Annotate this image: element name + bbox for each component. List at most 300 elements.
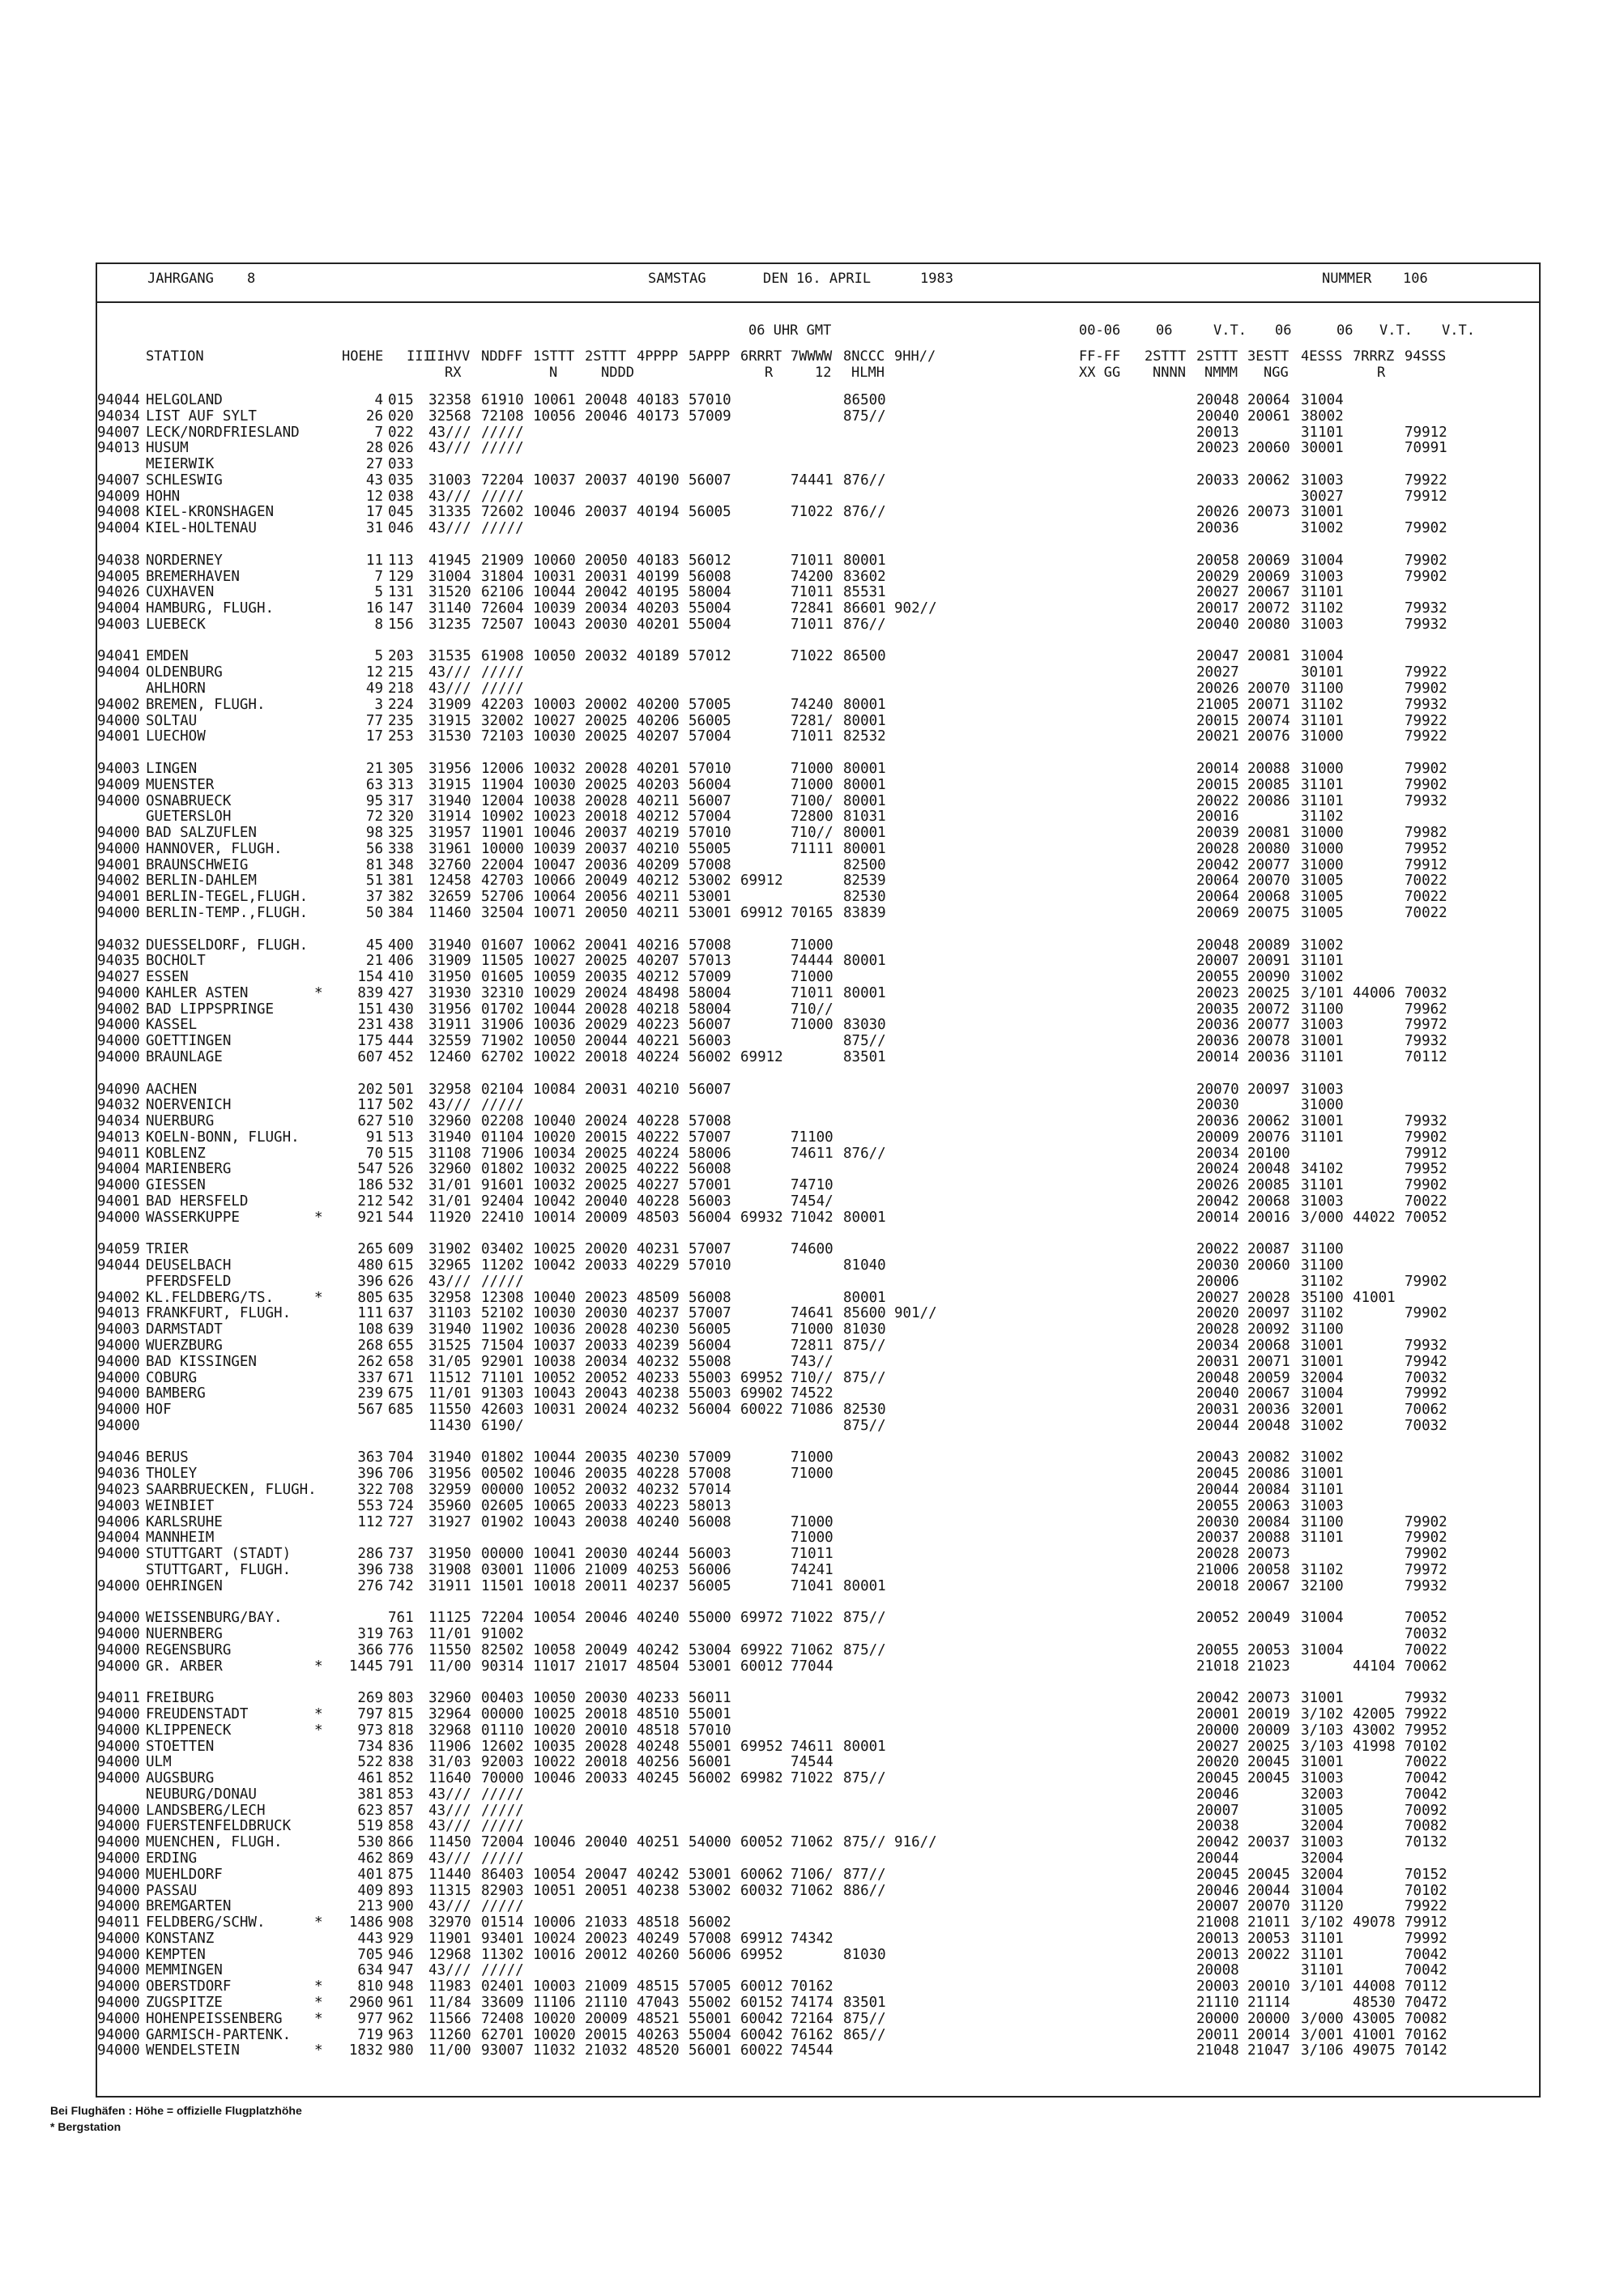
- station-name: GARMISCH-PARTENK.: [146, 2026, 292, 2043]
- group-5appp: 57004: [688, 728, 731, 745]
- hoehe: 17: [365, 504, 383, 521]
- station-row: [97, 1466, 1542, 1482]
- station-name: PASSAU: [146, 1882, 198, 1899]
- group-2sttt: 20028: [585, 1738, 628, 1755]
- hoehe: 12: [365, 488, 383, 505]
- vt-2sttt-b: 20088: [1247, 1530, 1290, 1547]
- s4-header: 4PPPP: [637, 348, 679, 365]
- group-2sttt: 20030: [585, 1690, 628, 1707]
- station-row: [97, 841, 1542, 857]
- iihvv: 11450: [428, 1834, 471, 1851]
- station-row: [97, 713, 1542, 729]
- iihvv: 31956: [428, 760, 471, 777]
- iihvv: 32959: [428, 1482, 471, 1499]
- station-name: LUEBECK: [146, 616, 206, 633]
- nddff: 01902: [481, 1513, 524, 1530]
- footnote-airports: Bei Flughäfen : Höhe = offizielle Flugplatzhöhe: [50, 2104, 302, 2117]
- vt-2sttt-a: 20055: [1196, 1497, 1239, 1514]
- col-r1-3: 06: [1275, 322, 1292, 339]
- station-row: [97, 489, 1542, 505]
- vt-2sttt-a: 20006: [1196, 1273, 1239, 1290]
- nddff: 91601: [481, 1177, 524, 1194]
- station-id: 513: [388, 1129, 414, 1146]
- station-row: [97, 1274, 1542, 1290]
- group-4pppp: 40231: [637, 1241, 680, 1258]
- vt-2sttt-a: 20033: [1196, 472, 1239, 489]
- group-7wwww: 74241: [791, 1561, 833, 1578]
- group-8nccc: 82539: [843, 873, 886, 890]
- group-6rrrt: 60012: [740, 1658, 783, 1675]
- group-7wwww: 71062: [791, 1882, 833, 1899]
- group-5appp: 55002: [688, 1995, 731, 2011]
- group-1sttt: 10003: [533, 1978, 576, 1995]
- hoehe: 286: [357, 1546, 383, 1563]
- vt-2sttt-a: 20036: [1196, 1113, 1239, 1130]
- group-1sttt: 10042: [533, 1257, 576, 1274]
- station-row: [97, 1883, 1542, 1899]
- group-4pppp: 40223: [637, 1497, 680, 1514]
- station-name: HANNOVER, FLUGH.: [146, 840, 283, 857]
- hoehe: 98: [365, 825, 383, 842]
- vt-2sttt-a: 20017: [1196, 600, 1239, 617]
- vt-7rrrz: 79902: [1405, 568, 1447, 585]
- iihvv: 43///: [428, 424, 471, 441]
- v2-header: [1145, 348, 1186, 381]
- vt-4esss: 43002: [1353, 1722, 1396, 1739]
- station-row: [97, 1033, 1542, 1049]
- hoehe: 202: [357, 1081, 383, 1098]
- group-1sttt: 10027: [533, 712, 576, 729]
- group-7wwww: 71000: [791, 1466, 833, 1483]
- group-6rrrt: 60022: [740, 2042, 783, 2059]
- vt-2sttt-b: 20085: [1247, 776, 1290, 793]
- group-7wwww: 77044: [791, 1658, 833, 1675]
- iihvv: 11/00: [428, 2042, 471, 2059]
- s2-header: [585, 348, 634, 381]
- vt-3estt: 31004: [1301, 1641, 1344, 1658]
- group-4pppp: 40183: [637, 552, 680, 569]
- hoehe: 409: [357, 1882, 383, 1899]
- hoehe: 186: [357, 1177, 383, 1194]
- group-6rrrt: 60042: [740, 2010, 783, 2027]
- station-name: COBURG: [146, 1369, 198, 1386]
- station-id: 761: [388, 1610, 414, 1627]
- nddff: 00000: [481, 1546, 524, 1563]
- group-6rrrt: 69922: [740, 1641, 783, 1658]
- station-id: 961: [388, 1995, 414, 2011]
- vt-94sss: 94000: [97, 1209, 140, 1226]
- station-name: OEHRINGEN: [146, 1577, 223, 1594]
- group-2sttt: 20024: [585, 1113, 628, 1130]
- vt-2sttt-b: 20028: [1247, 1289, 1290, 1306]
- vt-2sttt-b: 20080: [1247, 840, 1290, 857]
- vt-7rrrz: 70032: [1405, 1626, 1447, 1643]
- group-1sttt: 10046: [533, 1770, 576, 1787]
- nddff: 82502: [481, 1641, 524, 1658]
- station-row: [97, 1578, 1542, 1594]
- group-1sttt: 10031: [533, 568, 576, 585]
- group-8nccc: 875//: [843, 1770, 886, 1787]
- group-8nccc: 80001: [843, 696, 886, 713]
- group-5appp: 53004: [688, 1641, 731, 1658]
- nddff: 01702: [481, 1001, 524, 1018]
- iihvv: 32964: [428, 1705, 471, 1722]
- group-5appp: 57008: [688, 1113, 731, 1130]
- station-name: KOBLENZ: [146, 1145, 206, 1162]
- group-2sttt: 20056: [585, 889, 628, 906]
- vt-2sttt-b: 20091: [1247, 953, 1290, 970]
- v3-label: 2STTT: [1196, 348, 1238, 365]
- vt-7rrrz: 70472: [1405, 1995, 1447, 2011]
- station-row: [97, 1658, 1542, 1675]
- s7-sub: 12: [815, 365, 832, 381]
- station-name: ZUGSPITZE: [146, 1995, 223, 2011]
- station-name: GR. ARBER: [146, 1658, 223, 1675]
- vt-7rrrz: 79902: [1405, 760, 1447, 777]
- group-6rrrt: 60062: [740, 1866, 783, 1883]
- vt-2sttt-a: 20046: [1196, 1882, 1239, 1899]
- nddff: 01514: [481, 1914, 524, 1931]
- iihvv: 43///: [428, 681, 471, 698]
- station-row: [97, 1914, 1542, 1931]
- group-6rrrt: 69912: [740, 1048, 783, 1065]
- group-7wwww: 74611: [791, 1738, 833, 1755]
- vt-3estt: 31002: [1301, 1417, 1344, 1434]
- hoehe: 547: [357, 1161, 383, 1178]
- hoehe: 8: [374, 616, 383, 633]
- group-5appp: 57010: [688, 1257, 731, 1274]
- vt-3estt: 31004: [1301, 1610, 1344, 1627]
- group-2sttt: 20035: [585, 1449, 628, 1466]
- group-4pppp: 40233: [637, 1369, 680, 1386]
- group-8nccc: 886//: [843, 1882, 886, 1899]
- station-id: 015: [388, 392, 414, 408]
- iihvv: 31914: [428, 809, 471, 826]
- group-1sttt: 10059: [533, 969, 576, 986]
- group-7wwww: 71011: [791, 584, 833, 601]
- group-5appp: 56005: [688, 1577, 731, 1594]
- group-7wwww: 743//: [791, 1353, 833, 1370]
- hoehe: 396: [357, 1273, 383, 1290]
- station-name: ERDING: [146, 1850, 198, 1867]
- station-row: [97, 905, 1542, 921]
- vt-3estt: 32001: [1301, 1402, 1344, 1419]
- vt-2sttt-a: 20026: [1196, 681, 1239, 698]
- iihvv: 11550: [428, 1402, 471, 1419]
- group-4pppp: 40232: [637, 1482, 680, 1499]
- hoehe: 366: [357, 1641, 383, 1658]
- station-name: MUENCHEN, FLUGH.: [146, 1834, 283, 1851]
- vt-94sss: 94036: [97, 1466, 140, 1483]
- vt-94sss: 94000: [97, 1369, 140, 1386]
- group-8nccc: 875//: [843, 1417, 886, 1434]
- iihvv: 31525: [428, 1338, 471, 1355]
- vt-3estt: 31102: [1301, 809, 1344, 826]
- hoehe: 213: [357, 1898, 383, 1915]
- iihvv: 35960: [428, 1497, 471, 1514]
- vt-7rrrz: 79932: [1405, 600, 1447, 617]
- group-7wwww: 74174: [791, 1995, 833, 2011]
- vt-2sttt-a: 20039: [1196, 825, 1239, 842]
- station-name: MUEHLDORF: [146, 1866, 223, 1883]
- nummer-value: 106: [1403, 271, 1428, 287]
- station-id: 501: [388, 1081, 414, 1098]
- group-9hh: 916//: [894, 1834, 937, 1851]
- group-5appp: 58013: [688, 1497, 731, 1514]
- nddff: 02208: [481, 1113, 524, 1130]
- vt-2sttt-a: 20037: [1196, 1530, 1239, 1547]
- group-7wwww: 71000: [791, 969, 833, 986]
- s6-header: [740, 348, 782, 381]
- iihvv: 43///: [428, 1850, 471, 1867]
- vt-2sttt-b: 20053: [1247, 1930, 1290, 1947]
- group-5appp: 57010: [688, 825, 731, 842]
- group-4pppp: 40200: [637, 696, 680, 713]
- vt-3estt: 31005: [1301, 1802, 1344, 1819]
- group-5appp: 56008: [688, 1513, 731, 1530]
- group-4pppp: 40219: [637, 825, 680, 842]
- nddff: 32002: [481, 712, 524, 729]
- hoehe: 151: [357, 1001, 383, 1018]
- station-name: GIESSEN: [146, 1177, 206, 1194]
- station-name: MEIERWIK: [146, 456, 215, 473]
- vt-2sttt-a: 20011: [1196, 2026, 1239, 2043]
- vt-7rrrz: 79912: [1405, 1914, 1447, 1931]
- group-4pppp: 40211: [637, 889, 680, 906]
- nddff: 42203: [481, 696, 524, 713]
- vt-2sttt-a: 20016: [1196, 809, 1239, 826]
- group-2sttt: 20035: [585, 969, 628, 986]
- vt-2sttt-b: 20077: [1247, 1017, 1290, 1034]
- vt-7rrrz: 79912: [1405, 488, 1447, 505]
- hoehe: 4: [374, 392, 383, 408]
- station-id: 706: [388, 1466, 414, 1483]
- vt-7rrrz: 79902: [1405, 1273, 1447, 1290]
- station-row: [97, 681, 1542, 697]
- group-4pppp: 40237: [637, 1305, 680, 1322]
- vt-3estt: 31102: [1301, 1273, 1344, 1290]
- group-4pppp: 48498: [637, 984, 680, 1001]
- vt-2sttt-b: 20085: [1247, 1177, 1290, 1194]
- vt-7rrrz: 70062: [1405, 1402, 1447, 1419]
- station-name: SOLTAU: [146, 712, 198, 729]
- vt-94sss: 94011: [97, 1690, 140, 1707]
- vt-94sss: 94000: [97, 1834, 140, 1851]
- group-6rrrt: 69902: [740, 1385, 783, 1402]
- group-5appp: 56005: [688, 504, 731, 521]
- hoehe: 239: [357, 1385, 383, 1402]
- group-1sttt: 11017: [533, 1658, 576, 1675]
- vt-3estt: 31003: [1301, 1770, 1344, 1787]
- station-name: OBERSTDORF: [146, 1978, 232, 1995]
- group-1sttt: 10050: [533, 648, 576, 665]
- hoehe: 627: [357, 1113, 383, 1130]
- station-id: 427: [388, 984, 414, 1001]
- group-5appp: 55001: [688, 1738, 731, 1755]
- group-4pppp: 40173: [637, 408, 680, 425]
- vt-2sttt-a: 20007: [1196, 1802, 1239, 1819]
- station-name: AACHEN: [146, 1081, 198, 1098]
- station-row: [97, 1482, 1542, 1498]
- group-7wwww: 72164: [791, 2010, 833, 2027]
- iihvv: 32958: [428, 1081, 471, 1098]
- station-name: STOETTEN: [146, 1738, 215, 1755]
- vt-2sttt-b: 20036: [1247, 1402, 1290, 1419]
- nddff: 03001: [481, 1561, 524, 1578]
- station-id: 875: [388, 1866, 414, 1883]
- station-row: [97, 985, 1542, 1001]
- hoehe: 322: [357, 1482, 383, 1499]
- group-8nccc: 86601: [843, 600, 886, 617]
- station-name: FUERSTENFELDBRUCK: [146, 1818, 292, 1835]
- nddff: /////: [481, 1786, 524, 1803]
- group-7wwww: 74544: [791, 1754, 833, 1771]
- group-2sttt: 20037: [585, 504, 628, 521]
- group-5appp: 58004: [688, 984, 731, 1001]
- group-2sttt: 20025: [585, 1161, 628, 1178]
- vt-2sttt-a: 20013: [1196, 424, 1239, 441]
- vt-7rrrz: 79992: [1405, 1385, 1447, 1402]
- group-5appp: 57010: [688, 1722, 731, 1739]
- nddff: 72602: [481, 504, 524, 521]
- station-id: 253: [388, 728, 414, 745]
- station-row: [97, 1546, 1542, 1562]
- group-2sttt: 21017: [585, 1658, 628, 1675]
- iihvv: 31/05: [428, 1353, 471, 1370]
- vt-7rrrz: 70042: [1405, 1770, 1447, 1787]
- group-5appp: 56005: [688, 712, 731, 729]
- vt-3estt: 31001: [1301, 1338, 1344, 1355]
- station-id: 948: [388, 1978, 414, 1995]
- vt-3estt: 31101: [1301, 1962, 1344, 1979]
- vt-4esss: 44104: [1353, 1658, 1396, 1675]
- vt-2sttt-a: 20020: [1196, 1305, 1239, 1322]
- vt-7rrrz: 79922: [1405, 1898, 1447, 1915]
- group-2sttt: 21033: [585, 1914, 628, 1931]
- station-id: 803: [388, 1690, 414, 1707]
- station-row: [97, 425, 1542, 441]
- station-id: 406: [388, 953, 414, 970]
- station-row: [97, 1161, 1542, 1177]
- vt-2sttt-a: 20014: [1196, 1209, 1239, 1226]
- group-7wwww: 71000: [791, 1449, 833, 1466]
- vt-2sttt-a: 20007: [1196, 1898, 1239, 1915]
- station-id: 046: [388, 520, 414, 537]
- station-id: 026: [388, 440, 414, 457]
- group-1sttt: 10044: [533, 1001, 576, 1018]
- vt-7rrrz: 70112: [1405, 1048, 1447, 1065]
- vt-7rrrz: 79912: [1405, 856, 1447, 873]
- vt-2sttt-a: 20042: [1196, 1690, 1239, 1707]
- station-id: 382: [388, 889, 414, 906]
- group-2sttt: 20036: [585, 856, 628, 873]
- nddff: /////: [481, 664, 524, 681]
- vt-94sss: 94000: [97, 1626, 140, 1643]
- vt-4esss: 44008: [1353, 1978, 1396, 1995]
- iihvv: 11901: [428, 1930, 471, 1947]
- vt-2sttt-a: 20015: [1196, 712, 1239, 729]
- vt-2sttt-a: 20047: [1196, 648, 1239, 665]
- group-1sttt: 10041: [533, 1546, 576, 1563]
- vt-7rrrz: 79992: [1405, 1930, 1447, 1947]
- group-1sttt: 10030: [533, 776, 576, 793]
- vt-3estt: 32004: [1301, 1818, 1344, 1835]
- vt-3estt: 38002: [1301, 408, 1344, 425]
- vt-3estt: 31100: [1301, 1257, 1344, 1274]
- station-row: [97, 1418, 1542, 1434]
- station-row: [97, 1834, 1542, 1850]
- vt-2sttt-b: 20000: [1247, 2010, 1290, 2027]
- vt-94sss: 94000: [97, 1722, 140, 1739]
- iihvv: 31004: [428, 568, 471, 585]
- nddff: 62106: [481, 584, 524, 601]
- vt-2sttt-b: 21023: [1247, 1658, 1290, 1675]
- station-row: [97, 1818, 1542, 1834]
- vt-94sss: 94004: [97, 1161, 140, 1178]
- vt-94sss: 94059: [97, 1241, 140, 1258]
- vt-3estt: 31003: [1301, 616, 1344, 633]
- iihvv: 32960: [428, 1690, 471, 1707]
- group-2sttt: 20031: [585, 1081, 628, 1098]
- col-r1-2: V.T.: [1213, 322, 1247, 339]
- group-4pppp: 40253: [637, 1561, 680, 1578]
- station-name: ULM: [146, 1754, 172, 1771]
- station-row: [97, 1722, 1542, 1739]
- station-name: WASSERKUPPE: [146, 1209, 240, 1226]
- group-2sttt: 20047: [585, 1866, 628, 1883]
- station-id: 203: [388, 648, 414, 665]
- group-7wwww: 74544: [791, 2042, 833, 2059]
- group-2sttt: 20015: [585, 1129, 628, 1146]
- group-2sttt: 20024: [585, 1402, 628, 1419]
- station-id: 235: [388, 712, 414, 729]
- vt-2sttt-b: 20022: [1247, 1946, 1290, 1963]
- group-2sttt: 20012: [585, 1946, 628, 1963]
- iihvv: 11440: [428, 1866, 471, 1883]
- hoehe: 269: [357, 1690, 383, 1707]
- vt-94sss: 94000: [97, 1802, 140, 1819]
- station-id: 510: [388, 1113, 414, 1130]
- group-5appp: 56007: [688, 472, 731, 489]
- iihvv: 32958: [428, 1289, 471, 1306]
- hoehe: 337: [357, 1369, 383, 1386]
- group-6rrrt: 69912: [740, 904, 783, 921]
- vt-2sttt-b: 20045: [1247, 1866, 1290, 1883]
- iihvv: 31/01: [428, 1177, 471, 1194]
- vt-94sss: 94000: [97, 1770, 140, 1787]
- group-7wwww: 71000: [791, 1530, 833, 1547]
- group-8nccc: 876//: [843, 472, 886, 489]
- vt-94sss: 94026: [97, 584, 140, 601]
- nddff: /////: [481, 1818, 524, 1835]
- group-2sttt: 20002: [585, 696, 628, 713]
- s8-label: 8NCCC: [843, 348, 885, 365]
- nddff: 61908: [481, 648, 524, 665]
- station-row: [97, 761, 1542, 777]
- nddff: 11501: [481, 1577, 524, 1594]
- vt-2sttt-a: 20009: [1196, 1129, 1239, 1146]
- vt-94sss: 94003: [97, 616, 140, 633]
- station-row: [97, 504, 1542, 520]
- vt-7rrrz: 70042: [1405, 1786, 1447, 1803]
- hoehe: 26: [365, 408, 383, 425]
- group-1sttt: 10054: [533, 1866, 576, 1883]
- station-id: 738: [388, 1561, 414, 1578]
- group-1sttt: 10037: [533, 1338, 576, 1355]
- vt-2sttt-b: 20058: [1247, 1561, 1290, 1578]
- group-1sttt: 10038: [533, 792, 576, 809]
- group-5appp: 55003: [688, 1369, 731, 1386]
